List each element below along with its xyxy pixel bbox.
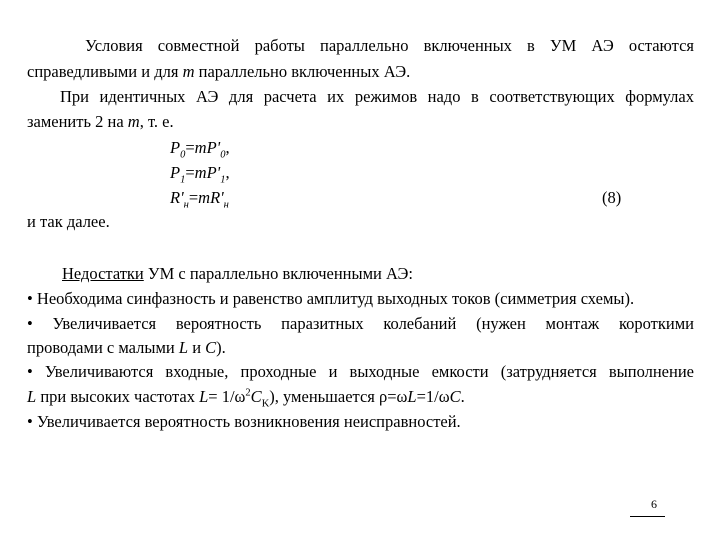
symbol: P — [170, 163, 181, 182]
var-m: m — [194, 163, 207, 182]
text: при высоких частотах — [36, 387, 200, 406]
text: справедливыми и для — [27, 62, 183, 81]
text: При идентичных АЭ для расчета их режимов надо в соответствующих формулах — [60, 87, 694, 106]
bullet-1 — [27, 288, 694, 310]
text: и так далее. — [27, 212, 110, 231]
text: • Необходима синфазность и равенство амплитуд выходных токов (симметрия схемы). — [27, 289, 635, 308]
paragraph-2-line-2 — [27, 111, 694, 133]
bullet-4 — [27, 411, 694, 433]
subscript: н — [183, 199, 189, 211]
equals: = — [185, 138, 195, 157]
text: и — [188, 338, 206, 357]
var-L: L — [178, 338, 189, 357]
symbol: P' — [206, 138, 221, 157]
text: • Увеличиваются входные, проходные и выходные емкости (затрудняется выполнение — [27, 362, 694, 381]
text: =1/ω — [416, 387, 450, 406]
page-number-rule — [630, 516, 665, 517]
text: = 1/ω — [208, 387, 246, 406]
formula-p1 — [170, 162, 230, 184]
bullet-3-line-2 — [27, 386, 694, 408]
page-number: 6 — [651, 497, 657, 511]
subscript: K — [261, 398, 270, 410]
var-m: m — [182, 62, 195, 81]
formula-p0 — [170, 137, 230, 159]
text: . — [460, 387, 465, 406]
subscript: 0 — [180, 149, 186, 161]
var-m: m — [198, 188, 211, 207]
text: проводами с малыми — [27, 338, 179, 357]
paragraph-1-line-2 — [27, 61, 694, 83]
text: • Увеличивается вероятность возникновения неисправностей. — [27, 412, 461, 431]
paragraph-2-line-1 — [27, 86, 694, 108]
paragraph-3 — [27, 211, 694, 233]
bullet-2-line-2 — [27, 337, 694, 359]
subscript: 0 — [220, 149, 226, 161]
var-L: L — [199, 387, 209, 406]
drawbacks-heading — [27, 263, 720, 285]
symbol: P — [170, 138, 181, 157]
paragraph-1-line-1 — [27, 35, 694, 57]
punct: , — [225, 138, 230, 157]
equals: = — [188, 188, 199, 207]
var-L: L — [27, 387, 37, 406]
text: ), уменьшается ρ=ω — [269, 387, 408, 406]
var-L: L — [407, 387, 417, 406]
text: заменить 2 на — [27, 112, 128, 131]
bullet-3-line-1 — [27, 361, 694, 383]
symbol: P' — [206, 163, 221, 182]
text: ). — [216, 338, 226, 357]
text: параллельно включенных АЭ. — [194, 62, 411, 81]
heading-underlined: Недостатки — [62, 264, 144, 283]
superscript: 2 — [245, 387, 251, 399]
text: УМ с параллельно включенными АЭ: — [143, 264, 413, 283]
var-m: m — [127, 112, 140, 131]
punct: , — [225, 163, 230, 182]
text: , т. е. — [139, 112, 174, 131]
text: Условия совместной работы параллельно включенных в УМ АЭ остаются — [85, 36, 694, 55]
text: • Увеличивается вероятность паразитных колебаний (нужен монтаж короткими — [27, 314, 694, 333]
subscript: 1 — [220, 174, 226, 186]
var-C: C — [205, 338, 217, 357]
symbol: R' — [170, 188, 184, 207]
var-C: C — [250, 387, 262, 406]
symbol: R' — [210, 188, 224, 207]
bullet-2-line-1 — [27, 313, 694, 335]
formula-rn — [170, 187, 229, 209]
subscript: 1 — [180, 174, 186, 186]
subscript: н — [223, 199, 229, 211]
var-m: m — [194, 138, 207, 157]
var-C: C — [449, 387, 461, 406]
equals: = — [185, 163, 195, 182]
equation-number: (8) — [602, 188, 622, 207]
